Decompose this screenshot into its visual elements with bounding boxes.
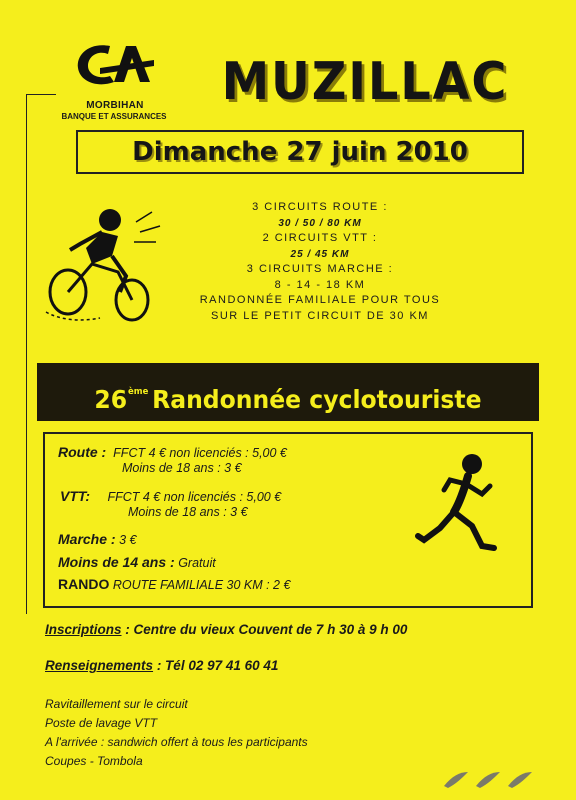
circuit-line: 8 - 14 - 18 KM [274, 278, 366, 291]
mountain-bike-rider-icon [40, 192, 170, 332]
event-name: Randonnée cyclotouriste [152, 385, 482, 414]
price-marche [58, 531, 136, 548]
price-value: FFCT 4 € non licenciés : 5,00 € [113, 446, 287, 460]
logo-name: MORBIHAN [86, 100, 144, 111]
decorative-dashes-icon [440, 768, 540, 790]
price-rando [58, 576, 290, 593]
circuit-line: 30 / 50 / 80 KM [278, 217, 362, 229]
inscriptions-line [45, 622, 407, 637]
circuit-line: 3 CIRCUITS ROUTE : [252, 201, 388, 213]
price-label: Marche : [58, 531, 116, 547]
price-label: VTT: [60, 488, 91, 504]
circuit-line: 3 CIRCUITS MARCHE : [246, 263, 394, 275]
logo-subtitle: BANQUE ET ASSURANCES [61, 112, 167, 121]
extras-list [45, 695, 308, 771]
price-label: RANDO [58, 576, 110, 592]
renseignements-label: Renseignements [45, 658, 154, 673]
circuit-line: 25 / 45 KM [290, 248, 350, 260]
frame-line [26, 94, 27, 614]
price-route-minor: Moins de 18 ans : 3 € [122, 461, 242, 475]
price-vtt [60, 488, 281, 505]
price-value: Gratuit [178, 556, 216, 570]
inscriptions-text: : Centre du vieux Couvent de 7 h 30 à 9 h 00 [125, 622, 408, 637]
circuit-line: RANDONNÉE FAMILIALE POUR TOUS [199, 294, 441, 306]
price-label: Route : [58, 444, 107, 460]
event-banner-title [52, 363, 524, 421]
credit-agricole-logo-icon [70, 38, 156, 94]
price-value: FFCT 4 € non licenciés : 5,00 € [107, 490, 282, 504]
circuit-line: SUR LE PETIT CIRCUIT DE 30 KM [211, 309, 429, 322]
renseignements-line [45, 658, 278, 673]
price-value: ROUTE FAMILIALE 30 KM : 2 € [112, 578, 291, 592]
price-route [58, 444, 287, 461]
price-label: Moins de 14 ans : [58, 554, 175, 570]
price-value: 3 € [119, 533, 137, 547]
event-date: Dimanche 27 juin 2010 [132, 137, 468, 167]
town-title: MUZILLAC [221, 52, 509, 112]
extra-item: Poste de lavage VTT [45, 716, 158, 730]
circuits-list [180, 200, 460, 324]
price-under14 [58, 554, 216, 571]
walker-runner-icon [410, 450, 520, 560]
frame-line [26, 94, 56, 95]
extra-item: A l'arrivée : sandwich offert à tous les participants [45, 735, 308, 749]
inscriptions-label: Inscriptions [45, 622, 122, 637]
renseignements-text: : Tél 02 97 41 60 41 [156, 658, 279, 673]
extra-item: Coupes - Tombola [45, 754, 143, 768]
circuit-line: 2 CIRCUITS VTT : [262, 232, 378, 244]
extra-item: Ravitaillement sur le circuit [45, 697, 188, 711]
edition-suffix: ème [128, 387, 149, 397]
price-vtt-minor: Moins de 18 ans : 3 € [128, 505, 248, 519]
edition-number: 26 [94, 385, 128, 414]
